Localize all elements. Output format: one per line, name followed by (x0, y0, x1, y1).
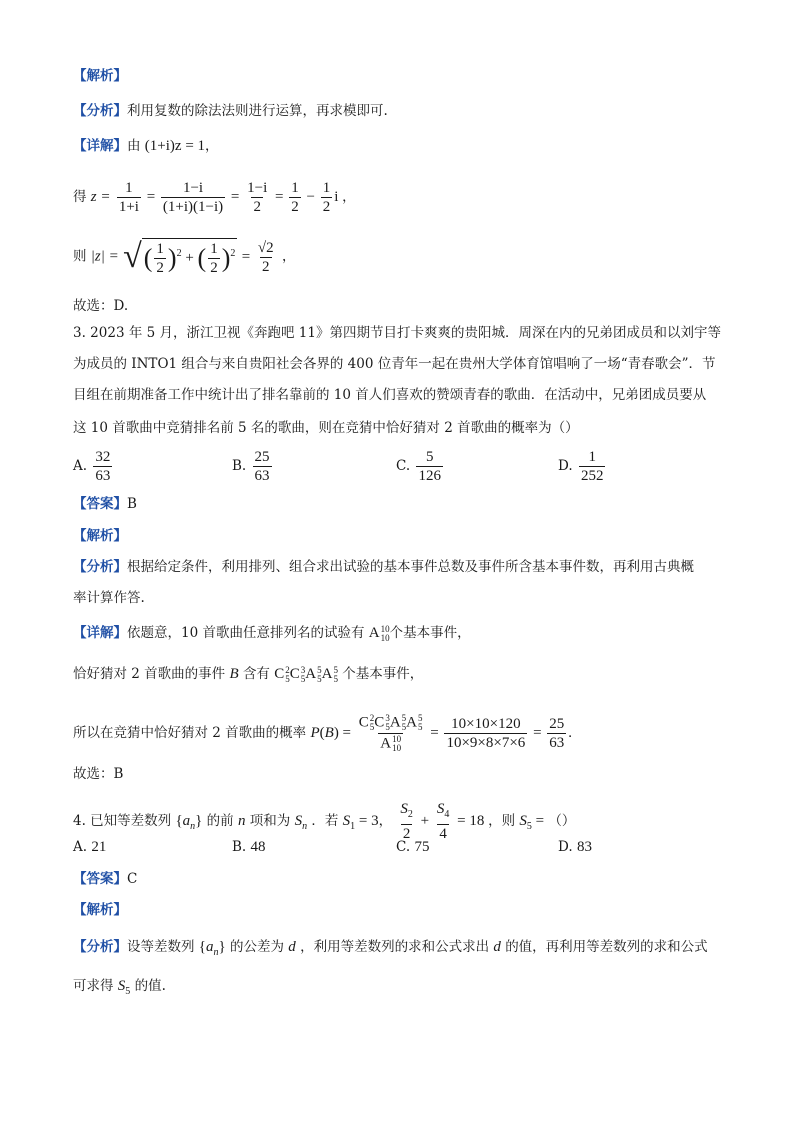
q3-jiexi-heading: 【解析】 (73, 528, 127, 544)
q3-option-c: C. $\frac{5}{126}$ (396, 449, 441, 484)
equation-1: (1+i)z = 1 (144, 138, 206, 154)
q3-probability-line: 所以在竞猜中恰好猜对 2 首歌曲的概率 P(B) = C 2 5 C 3 5 A 5 5 A 5 5 A 10 10 = $\frac{10\times 10\times 120}{10\times 9\times 8\times 7\times 6}$ = $\frac{25}{63}$ . (73, 713, 573, 753)
q3-fenxi-line-1: 【分析】根据给定条件，利用排列、组合求出试验的基本事件总数及事件所含基本事件数，再利用古典概 (73, 559, 694, 575)
q3-stem-line-4: 这 10 首歌曲中竞猜排名前 5 名的歌曲，则在竞猜中恰好猜对 2 首歌曲的概率为（） (73, 420, 579, 436)
q3-option-d: D. $\frac{1}{252}$ (558, 449, 604, 484)
q4-option-a: A. 21 (73, 839, 107, 855)
q3-stem-line-3: 目组在前期准备工作中统计出了排名靠前的 10 首人们喜欢的赞颂青春的歌曲．在活动中，兄弟团成员要从 (73, 387, 707, 403)
fenxi-line-1: 【分析】利用复数的除法法则进行运算，再求模即可. (73, 103, 388, 119)
q3-stem-line-2: 为成员的 INTO1 组合与来自贵阳社会各界的 400 位青年一起在贵州大学体育馆唱响了一场“青春歌会”．节 (73, 356, 716, 372)
q3-stem-line-1: 3. 2023 年 5 月，浙江卫视《奔跑吧 11》第四期节目打卡爽爽的贵阳城．周深在内的兄弟团成员和以刘宇等 (73, 325, 721, 341)
q4-fenxi-line-2: 可求得 $S_5$ 的值. (73, 978, 166, 997)
q4-answer: 【答案】C (73, 871, 138, 887)
q3-guxuan: 故选：B (73, 766, 124, 782)
q3-option-b: B. $\frac{25}{63}$ (232, 449, 270, 484)
q4-fenxi-line-1: 【分析】设等差数列 $\{a_n\}$ 的公差为 d ，利用等差数列的求和公式求出 d 的值，再利用等差数列的求和公式 (73, 939, 708, 958)
q3-answer: 【答案】B (73, 496, 137, 512)
q3-fenxi-line-2: 率计算作答. (73, 590, 145, 606)
q4-jiexi-heading: 【解析】 (73, 902, 127, 918)
equation-3-line: 则 |z| = √( $\frac{1}{2}$ )$^2$ + ( $\frac{1}{2}$ )$^2$ = $\frac{√2}{2}$ ， (73, 238, 296, 276)
xiangjie-line-1: 【详解】由 (1+i)z = 1， (73, 138, 219, 154)
guxuan-line-1: 故选：D. (73, 298, 129, 314)
q3-event-line: 恰好猜对 2 首歌曲的事件 B 含有 C 2 5 C 3 5 A 5 5 A 5 5 个基本事件， (73, 664, 424, 684)
q4-option-c: C. 75 (396, 839, 430, 855)
q4-option-b: B. 48 (232, 839, 266, 855)
q3-option-a: A. $\frac{32}{63}$ (73, 449, 111, 484)
q4-stem: 4. 已知等差数列 $\{a_n\}$ 的前 n 项和为 $S_n$ ．若 $S_1 = 3$， $\frac{S_2}{2}$ + $\frac{S_4}{4}$ = 18 ，则 $S_5$ = （） (73, 801, 576, 842)
q3-xiangjie-line: 【详解】依题意，10 首歌曲任意排列名的试验有 A 10 10 个基本事件， (73, 623, 471, 643)
q4-option-d: D. 83 (558, 839, 592, 855)
equation-2-line: 得 z = $\frac{1}{1+i}$ = $\frac{1-i}{(1+i)(1-i)}$ = $\frac{1-i}{2}$ = $\frac{1}{2}$ − $\frac{1}{2}$ i ， (73, 180, 356, 215)
jiexi-heading-1: 【解析】 (73, 68, 127, 84)
